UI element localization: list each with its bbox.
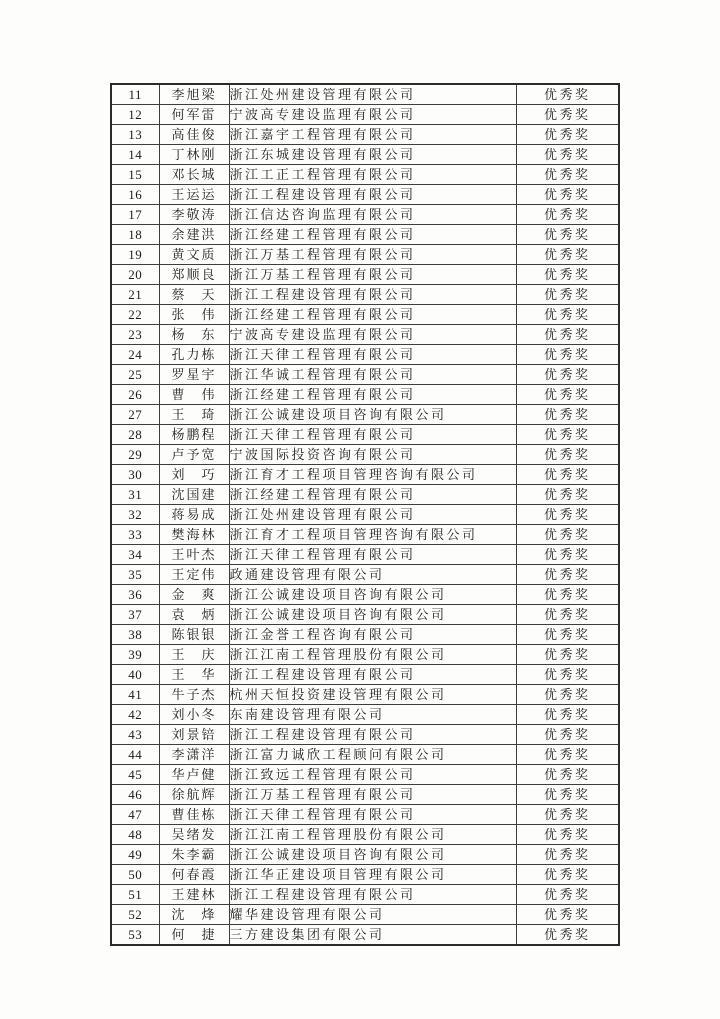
person-name: 余建洪 bbox=[159, 225, 229, 245]
person-name: 王运运 bbox=[159, 185, 229, 205]
table-row bbox=[111, 425, 619, 445]
company-name: 浙江工正工程管理有限公司 bbox=[229, 165, 516, 185]
company-name: 杭州天恒投资建设管理有限公司 bbox=[229, 685, 516, 705]
award-label: 优秀奖 bbox=[516, 385, 619, 405]
row-number: 17 bbox=[111, 205, 159, 225]
row-number: 53 bbox=[111, 925, 159, 946]
person-name: 王 庆 bbox=[159, 645, 229, 665]
table-row bbox=[111, 485, 619, 505]
row-number: 31 bbox=[111, 485, 159, 505]
table-row bbox=[111, 165, 619, 185]
row-number: 27 bbox=[111, 405, 159, 425]
award-table-body bbox=[111, 84, 619, 945]
person-name: 杨 东 bbox=[159, 325, 229, 345]
award-label: 优秀奖 bbox=[516, 325, 619, 345]
table-row bbox=[111, 925, 619, 946]
award-label: 优秀奖 bbox=[516, 265, 619, 285]
company-name: 浙江天律工程管理有限公司 bbox=[229, 545, 516, 565]
person-name: 沈国建 bbox=[159, 485, 229, 505]
row-number: 18 bbox=[111, 225, 159, 245]
row-number: 48 bbox=[111, 825, 159, 845]
award-label: 优秀奖 bbox=[516, 565, 619, 585]
award-label: 优秀奖 bbox=[516, 485, 619, 505]
company-name: 浙江富力诚欣工程顾问有限公司 bbox=[229, 745, 516, 765]
row-number: 46 bbox=[111, 785, 159, 805]
company-name: 浙江致远工程管理有限公司 bbox=[229, 765, 516, 785]
award-label: 优秀奖 bbox=[516, 165, 619, 185]
company-name: 浙江江南工程管理股份有限公司 bbox=[229, 825, 516, 845]
row-number: 40 bbox=[111, 665, 159, 685]
person-name: 袁 炳 bbox=[159, 605, 229, 625]
company-name: 浙江工程建设管理有限公司 bbox=[229, 285, 516, 305]
company-name: 浙江公诚建设项目咨询有限公司 bbox=[229, 405, 516, 425]
table-row bbox=[111, 305, 619, 325]
award-label: 优秀奖 bbox=[516, 885, 619, 905]
person-name: 刘小冬 bbox=[159, 705, 229, 725]
award-label: 优秀奖 bbox=[516, 525, 619, 545]
person-name: 刘景锫 bbox=[159, 725, 229, 745]
row-number: 13 bbox=[111, 125, 159, 145]
company-name: 浙江万基工程管理有限公司 bbox=[229, 785, 516, 805]
award-label: 优秀奖 bbox=[516, 665, 619, 685]
table-row bbox=[111, 585, 619, 605]
company-name: 浙江天律工程管理有限公司 bbox=[229, 345, 516, 365]
award-label: 优秀奖 bbox=[516, 205, 619, 225]
company-name: 浙江万基工程管理有限公司 bbox=[229, 265, 516, 285]
award-label: 优秀奖 bbox=[516, 145, 619, 165]
row-number: 51 bbox=[111, 885, 159, 905]
award-label: 优秀奖 bbox=[516, 845, 619, 865]
company-name: 浙江处州建设管理有限公司 bbox=[229, 84, 516, 105]
row-number: 29 bbox=[111, 445, 159, 465]
table-row bbox=[111, 885, 619, 905]
award-label: 优秀奖 bbox=[516, 925, 619, 946]
company-name: 浙江工程建设管理有限公司 bbox=[229, 665, 516, 685]
company-name: 浙江金誉工程咨询有限公司 bbox=[229, 625, 516, 645]
row-number: 24 bbox=[111, 345, 159, 365]
row-number: 30 bbox=[111, 465, 159, 485]
company-name: 宁波高专建设监理有限公司 bbox=[229, 105, 516, 125]
table-row bbox=[111, 465, 619, 485]
company-name: 浙江江南工程管理股份有限公司 bbox=[229, 645, 516, 665]
award-label: 优秀奖 bbox=[516, 605, 619, 625]
row-number: 21 bbox=[111, 285, 159, 305]
company-name: 浙江公诚建设项目咨询有限公司 bbox=[229, 845, 516, 865]
person-name: 丁林刚 bbox=[159, 145, 229, 165]
award-label: 优秀奖 bbox=[516, 645, 619, 665]
row-number: 45 bbox=[111, 765, 159, 785]
company-name: 东南建设管理有限公司 bbox=[229, 705, 516, 725]
company-name: 浙江天律工程管理有限公司 bbox=[229, 805, 516, 825]
award-label: 优秀奖 bbox=[516, 765, 619, 785]
table-row bbox=[111, 145, 619, 165]
company-name: 浙江工程建设管理有限公司 bbox=[229, 725, 516, 745]
person-name: 李潇洋 bbox=[159, 745, 229, 765]
row-number: 49 bbox=[111, 845, 159, 865]
company-name: 浙江华正建设项目管理有限公司 bbox=[229, 865, 516, 885]
person-name: 邓长城 bbox=[159, 165, 229, 185]
table-row bbox=[111, 445, 619, 465]
row-number: 47 bbox=[111, 805, 159, 825]
row-number: 11 bbox=[111, 84, 159, 105]
person-name: 何 捷 bbox=[159, 925, 229, 946]
row-number: 23 bbox=[111, 325, 159, 345]
table-row bbox=[111, 845, 619, 865]
table-row bbox=[111, 725, 619, 745]
row-number: 42 bbox=[111, 705, 159, 725]
table-row bbox=[111, 745, 619, 765]
table-row bbox=[111, 825, 619, 845]
person-name: 王定伟 bbox=[159, 565, 229, 585]
company-name: 浙江育才工程项目管理咨询有限公司 bbox=[229, 465, 516, 485]
award-label: 优秀奖 bbox=[516, 905, 619, 925]
row-number: 44 bbox=[111, 745, 159, 765]
person-name: 曹佳栋 bbox=[159, 805, 229, 825]
award-label: 优秀奖 bbox=[516, 245, 619, 265]
person-name: 李旭梁 bbox=[159, 84, 229, 105]
table-row bbox=[111, 105, 619, 125]
company-name: 宁波国际投资咨询有限公司 bbox=[229, 445, 516, 465]
table-row bbox=[111, 865, 619, 885]
person-name: 何春霞 bbox=[159, 865, 229, 885]
person-name: 王建林 bbox=[159, 885, 229, 905]
company-name: 浙江公诚建设项目咨询有限公司 bbox=[229, 605, 516, 625]
person-name: 牛子杰 bbox=[159, 685, 229, 705]
person-name: 朱李霸 bbox=[159, 845, 229, 865]
award-label: 优秀奖 bbox=[516, 365, 619, 385]
table-row bbox=[111, 765, 619, 785]
table-row bbox=[111, 125, 619, 145]
award-label: 优秀奖 bbox=[516, 625, 619, 645]
person-name: 卢予宽 bbox=[159, 445, 229, 465]
table-row bbox=[111, 545, 619, 565]
award-label: 优秀奖 bbox=[516, 425, 619, 445]
row-number: 12 bbox=[111, 105, 159, 125]
table-row bbox=[111, 645, 619, 665]
award-label: 优秀奖 bbox=[516, 745, 619, 765]
company-name: 浙江天律工程管理有限公司 bbox=[229, 425, 516, 445]
person-name: 蒋易成 bbox=[159, 505, 229, 525]
row-number: 22 bbox=[111, 305, 159, 325]
row-number: 20 bbox=[111, 265, 159, 285]
table-row bbox=[111, 205, 619, 225]
row-number: 35 bbox=[111, 565, 159, 585]
table-row bbox=[111, 805, 619, 825]
person-name: 孔力栋 bbox=[159, 345, 229, 365]
table-row bbox=[111, 905, 619, 925]
person-name: 杨鹏程 bbox=[159, 425, 229, 445]
award-label: 优秀奖 bbox=[516, 125, 619, 145]
company-name: 浙江经建工程管理有限公司 bbox=[229, 385, 516, 405]
person-name: 王 琦 bbox=[159, 405, 229, 425]
row-number: 50 bbox=[111, 865, 159, 885]
award-label: 优秀奖 bbox=[516, 445, 619, 465]
person-name: 黄文质 bbox=[159, 245, 229, 265]
table-row bbox=[111, 265, 619, 285]
table-row bbox=[111, 285, 619, 305]
person-name: 王 华 bbox=[159, 665, 229, 685]
award-label: 优秀奖 bbox=[516, 725, 619, 745]
company-name: 浙江嘉宇工程管理有限公司 bbox=[229, 125, 516, 145]
award-label: 优秀奖 bbox=[516, 705, 619, 725]
award-label: 优秀奖 bbox=[516, 405, 619, 425]
award-label: 优秀奖 bbox=[516, 865, 619, 885]
company-name: 浙江经建工程管理有限公司 bbox=[229, 485, 516, 505]
row-number: 39 bbox=[111, 645, 159, 665]
row-number: 25 bbox=[111, 365, 159, 385]
person-name: 樊海林 bbox=[159, 525, 229, 545]
company-name: 浙江工程建设管理有限公司 bbox=[229, 885, 516, 905]
table-row bbox=[111, 245, 619, 265]
table-row bbox=[111, 405, 619, 425]
table-row bbox=[111, 325, 619, 345]
award-label: 优秀奖 bbox=[516, 785, 619, 805]
company-name: 浙江东城建设管理有限公司 bbox=[229, 145, 516, 165]
award-label: 优秀奖 bbox=[516, 345, 619, 365]
table-row bbox=[111, 345, 619, 365]
award-label: 优秀奖 bbox=[516, 505, 619, 525]
person-name: 陈银银 bbox=[159, 625, 229, 645]
person-name: 张 伟 bbox=[159, 305, 229, 325]
table-row bbox=[111, 685, 619, 705]
person-name: 李敬涛 bbox=[159, 205, 229, 225]
table-row bbox=[111, 525, 619, 545]
company-name: 浙江万基工程管理有限公司 bbox=[229, 245, 516, 265]
person-name: 金 爽 bbox=[159, 585, 229, 605]
person-name: 华卢健 bbox=[159, 765, 229, 785]
person-name: 刘 巧 bbox=[159, 465, 229, 485]
company-name: 浙江公诚建设项目咨询有限公司 bbox=[229, 585, 516, 605]
award-label: 优秀奖 bbox=[516, 285, 619, 305]
person-name: 徐航辉 bbox=[159, 785, 229, 805]
person-name: 郑顺良 bbox=[159, 265, 229, 285]
person-name: 罗星宇 bbox=[159, 365, 229, 385]
company-name: 浙江信达咨询监理有限公司 bbox=[229, 205, 516, 225]
company-name: 耀华建设管理有限公司 bbox=[229, 905, 516, 925]
person-name: 何军雷 bbox=[159, 105, 229, 125]
table-row bbox=[111, 84, 619, 105]
table-row bbox=[111, 705, 619, 725]
table-row bbox=[111, 565, 619, 585]
company-name: 浙江华诚工程管理有限公司 bbox=[229, 365, 516, 385]
table-row bbox=[111, 185, 619, 205]
table-row bbox=[111, 365, 619, 385]
row-number: 43 bbox=[111, 725, 159, 745]
award-label: 优秀奖 bbox=[516, 305, 619, 325]
row-number: 36 bbox=[111, 585, 159, 605]
row-number: 16 bbox=[111, 185, 159, 205]
row-number: 28 bbox=[111, 425, 159, 445]
row-number: 52 bbox=[111, 905, 159, 925]
award-label: 优秀奖 bbox=[516, 465, 619, 485]
person-name: 蔡 天 bbox=[159, 285, 229, 305]
row-number: 33 bbox=[111, 525, 159, 545]
company-name: 浙江育才工程项目管理咨询有限公司 bbox=[229, 525, 516, 545]
company-name: 浙江经建工程管理有限公司 bbox=[229, 225, 516, 245]
table-row bbox=[111, 605, 619, 625]
table-row bbox=[111, 625, 619, 645]
award-label: 优秀奖 bbox=[516, 585, 619, 605]
company-name: 浙江经建工程管理有限公司 bbox=[229, 305, 516, 325]
row-number: 37 bbox=[111, 605, 159, 625]
person-name: 高佳俊 bbox=[159, 125, 229, 145]
award-label: 优秀奖 bbox=[516, 825, 619, 845]
table-row bbox=[111, 385, 619, 405]
person-name: 沈 烽 bbox=[159, 905, 229, 925]
award-label: 优秀奖 bbox=[516, 805, 619, 825]
award-label: 优秀奖 bbox=[516, 84, 619, 105]
award-label: 优秀奖 bbox=[516, 185, 619, 205]
table-row bbox=[111, 785, 619, 805]
award-label: 优秀奖 bbox=[516, 225, 619, 245]
row-number: 32 bbox=[111, 505, 159, 525]
person-name: 王叶杰 bbox=[159, 545, 229, 565]
company-name: 宁波高专建设监理有限公司 bbox=[229, 325, 516, 345]
table-row bbox=[111, 665, 619, 685]
company-name: 三方建设集团有限公司 bbox=[229, 925, 516, 946]
company-name: 政通建设管理有限公司 bbox=[229, 565, 516, 585]
award-table bbox=[110, 83, 620, 946]
row-number: 38 bbox=[111, 625, 159, 645]
company-name: 浙江工程建设管理有限公司 bbox=[229, 185, 516, 205]
person-name: 吴绪发 bbox=[159, 825, 229, 845]
row-number: 26 bbox=[111, 385, 159, 405]
table-row bbox=[111, 505, 619, 525]
row-number: 19 bbox=[111, 245, 159, 265]
person-name: 曹 伟 bbox=[159, 385, 229, 405]
table-row bbox=[111, 225, 619, 245]
award-label: 优秀奖 bbox=[516, 545, 619, 565]
row-number: 34 bbox=[111, 545, 159, 565]
award-label: 优秀奖 bbox=[516, 685, 619, 705]
row-number: 15 bbox=[111, 165, 159, 185]
company-name: 浙江处州建设管理有限公司 bbox=[229, 505, 516, 525]
row-number: 14 bbox=[111, 145, 159, 165]
row-number: 41 bbox=[111, 685, 159, 705]
award-label: 优秀奖 bbox=[516, 105, 619, 125]
